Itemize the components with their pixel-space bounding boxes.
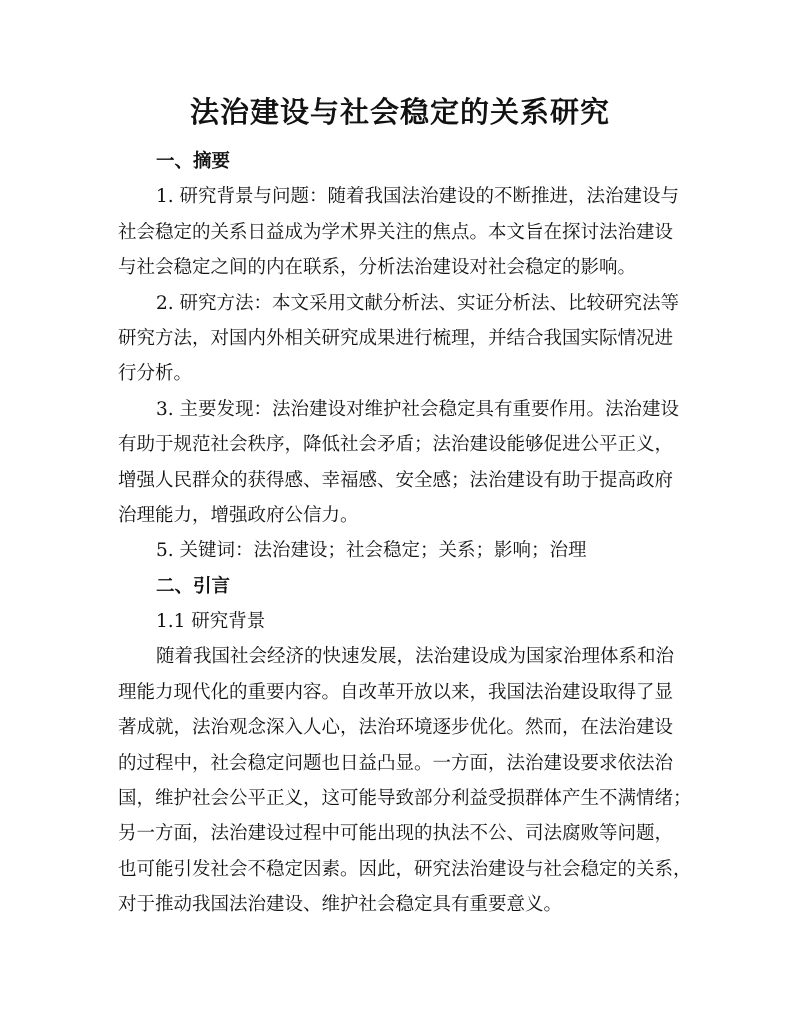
abstract-item-methods xyxy=(118,286,688,392)
text-line: 另一方面，法治建设过程中可能出现的执法不公、司法腐败等问题， xyxy=(118,823,674,845)
document-title: 法治建设与社会稳定的关系研究 xyxy=(189,95,610,129)
intro-paragraph xyxy=(118,639,692,922)
text-line: 理能力现代化的重要内容。自改革开放以来，我国法治建设取得了显 xyxy=(118,681,674,703)
text-line: 2. 研究方法：本文采用文献分析法、实证分析法、比较研究法等 xyxy=(156,292,680,314)
text-line: 也可能引发社会不稳定因素。因此，研究法治建设与社会稳定的关系， xyxy=(118,858,692,880)
abstract-item-background xyxy=(118,179,688,285)
text-line: 增强人民群众的获得感、幸福感、安全感；法治建设有助于提高政府 xyxy=(118,469,674,491)
section-heading-introduction: 二、引言 xyxy=(156,575,231,597)
text-line: 对于推动我国法治建设、维护社会稳定具有重要意义。 xyxy=(118,894,563,916)
text-line: 治理能力，增强政府公信力。 xyxy=(118,504,359,526)
abstract-item-keywords xyxy=(118,533,688,568)
text-line: 3. 主要发现：法治建设对维护社会稳定具有重要作用。法治建设 xyxy=(156,398,680,420)
text-line: 随着我国社会经济的快速发展，法治建设成为国家治理体系和治 xyxy=(156,646,675,668)
text-line: 国，维护社会公平正义，这可能导致部分利益受损群体产生不满情绪； xyxy=(118,788,692,810)
text-line: 研究方法，对国内外相关研究成果进行梳理，并结合我国实际情况进 xyxy=(118,327,674,349)
subsection-heading-background: 1.1 研究背景 xyxy=(156,611,266,633)
section-heading-abstract: 一、摘要 xyxy=(156,151,231,172)
text-line: 与社会稳定之间的内在联系，分析法治建设对社会稳定的影响。 xyxy=(118,257,637,279)
text-line: 1. 研究背景与问题：随着我国法治建设的不断推进，法治建设与 xyxy=(156,186,680,208)
text-line: 的过程中，社会稳定问题也日益凸显。一方面，法治建设要求依法治 xyxy=(118,752,674,774)
text-line: 有助于规范社会秩序，降低社会矛盾；法治建设能够促进公平正义， xyxy=(118,434,674,456)
text-line: 著成就，法治观念深入人心，法治环境逐步优化。然而，在法治建设 xyxy=(118,717,674,739)
document-body xyxy=(118,144,692,923)
text-line: 社会稳定的关系日益成为学术界关注的焦点。本文旨在探讨法治建设 xyxy=(118,221,674,243)
abstract-item-findings xyxy=(118,392,688,534)
text-line: 5. 关键词：法治建设；社会稳定；关系；影响；治理 xyxy=(156,540,587,562)
text-line: 行分析。 xyxy=(118,363,193,385)
